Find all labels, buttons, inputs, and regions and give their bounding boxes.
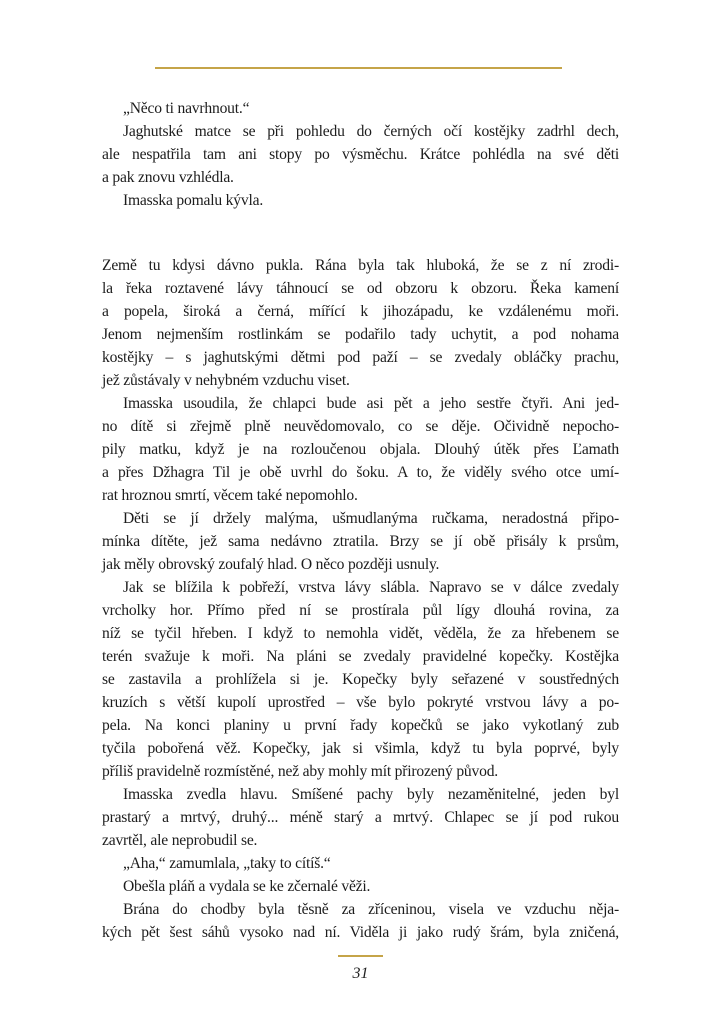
- text-line: kých pět šest sáhů vysoko nad ní. Viděla ji jako rudý šrám, byla zničená,: [102, 924, 619, 941]
- text-line: pily matku, když je na rozloučenou objala. Dlouhý útěk přes Ľamath: [102, 441, 619, 458]
- text-line: jež zůstávaly v nehybném vzduchu viset.: [102, 372, 350, 389]
- paragraph: [102, 898, 619, 944]
- text-line: níž se tyčil hřeben. I když to nemohla vidět, věděla, že za hřebenem se: [102, 625, 619, 642]
- paragraph: [102, 783, 619, 852]
- text-line: pela. Na konci planiny u první řady kopečků se jako vykotlaný zub: [102, 717, 619, 734]
- text-line: Země tu kdysi dávno pukla. Rána byla tak hluboká, že se z ní zrodi-: [102, 257, 619, 274]
- text-block: [102, 97, 619, 944]
- paragraph: [102, 875, 619, 898]
- text-line: a popela, široká a černá, mířící k jihozápadu, ke vzdálenému moři.: [102, 303, 619, 320]
- text-line: „Aha,“ zamumlala, „taky to cítíš.“: [123, 855, 331, 872]
- text-line: „Něco ti navrhnout.“: [123, 100, 250, 117]
- paragraph: [102, 852, 619, 875]
- text-line: a pak znovu vzhlédla.: [102, 169, 234, 186]
- paragraph: [102, 189, 619, 212]
- footer-rule: [338, 955, 383, 957]
- text-line: kruzích s větší kupolí uprostřed – vše bylo pokryté vrstvou lávy a po-: [102, 694, 619, 711]
- paragraph: [102, 120, 619, 189]
- text-line: prastarý a mrtvý, druhý... méně starý a mrtvý. Chlapec se jí pod rukou: [102, 809, 619, 826]
- text-line: Imasska usoudila, že chlapci bude asi pět a jeho sestře čtyři. Ani jed-: [123, 395, 619, 412]
- text-line: Děti se jí držely malýma, ušmudlanýma ručkama, neradostná připo-: [123, 510, 619, 527]
- text-line: la řeka roztavené lávy táhnoucí se od obzoru k obzoru. Řeka kamení: [102, 280, 619, 297]
- text-line: rat hroznou smrtí, věcem také nepomohlo.: [102, 487, 358, 504]
- text-line: mínka dítěte, jež sama nedávno ztratila. Brzy se jí obě přisály k prsům,: [102, 533, 619, 550]
- paragraph: [102, 97, 619, 120]
- chapter-divider-rule: [155, 67, 562, 69]
- text-line: no dítě si zřejmě plně neuvědomovalo, co se děje. Očividně nepocho-: [102, 418, 619, 435]
- text-line: Jaghutské matce se při pohledu do černých očí kostějky zadrhl dech,: [123, 123, 619, 140]
- text-line: vrcholky hor. Přímo před ní se prostírala půl lígy dlouhá rovina, za: [102, 602, 619, 619]
- text-line: Jak se blížila k pobřeží, vrstva lávy slábla. Napravo se v dálce zvedaly: [123, 579, 619, 596]
- text-line: Imasska pomalu kývla.: [123, 192, 264, 209]
- text-line: Imasska zvedla hlavu. Smíšené pachy byly nezaměnitelné, jeden byl: [123, 786, 619, 803]
- text-line: Brána do chodby byla těsně za zříceninou, visela ve vzduchu něja-: [123, 901, 619, 918]
- text-line: ale nespatřila tam ani stopy po výsměchu. Krátce pohlédla na své děti: [102, 146, 619, 163]
- text-line: příliš pravidelně rozmístěné, než aby mohly mít přirozený původ.: [102, 763, 498, 780]
- text-line: tyčila pobořená věž. Kopečky, jak si všimla, když tu byla poprvé, byly: [102, 740, 619, 757]
- text-line: kostějky – s jaghutskými dětmi pod paží – se zvedaly obláčky prachu,: [102, 349, 619, 366]
- paragraph: [102, 254, 619, 392]
- text-line: Obešla pláň a vydala se ke zčernalé věži.: [123, 878, 371, 895]
- scene-break-space: [102, 212, 619, 254]
- paragraph: [102, 392, 619, 507]
- text-line: a přes Džhagra Til je obě uvrhl do šoku. A to, že viděly svého otce umí-: [102, 464, 619, 481]
- text-line: se zastavila a prohlížela si je. Kopečky byly seřazené v soustředných: [102, 671, 619, 688]
- text-line: jak měly obrovský zoufalý hlad. O něco později usnuly.: [102, 556, 440, 573]
- text-line: Jenom nejmenším rostlinkám se podařilo tady uchytit, a pod nohama: [102, 326, 619, 343]
- paragraph: [102, 507, 619, 576]
- text-line: zavrtěl, ale neprobudil se.: [102, 832, 258, 849]
- page-number: 31: [352, 965, 369, 982]
- text-line: terén svažuje k moři. Na pláni se zvedaly pravidelné kopečky. Kostějka: [102, 648, 619, 665]
- paragraph: [102, 576, 619, 783]
